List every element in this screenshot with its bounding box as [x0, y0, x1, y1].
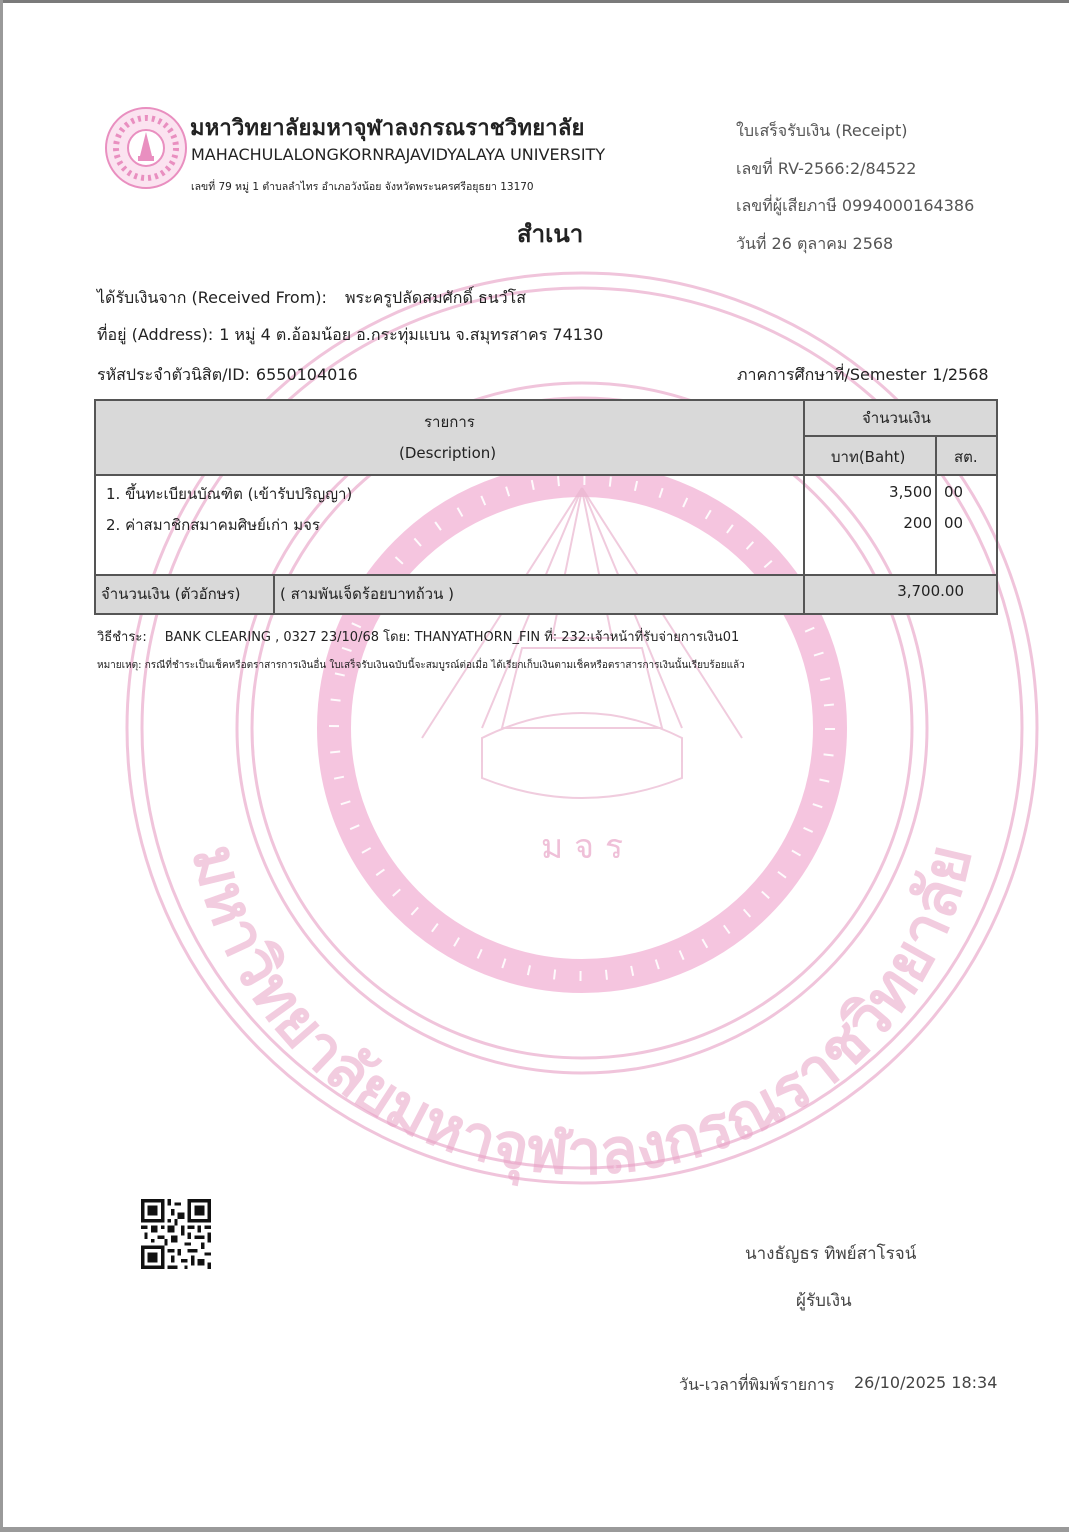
- payment-method-detail: BANK CLEARING , 0327 23/10/68 โดย: THANYATHORN_FIN ที่: 232:เจ้าหน้าที่รับจ่ายการเงิน01: [164, 630, 740, 645]
- amount-header: จำนวนเงิน: [862, 409, 931, 427]
- tax-id: เลขที่ผู้เสียภาษี 0994000164386: [736, 196, 975, 215]
- student-id-label: รหัสประจำตัวนิสิต/ID:: [97, 365, 250, 384]
- received-from-line: [97, 286, 526, 311]
- total-label: จำนวนเงิน (ตัวอักษร): [101, 585, 241, 603]
- payment-method-label: วิธีชำระ:: [97, 630, 147, 645]
- print-datetime-value: 26/10/2025 18:34: [854, 1373, 998, 1392]
- copy-label: สำเนา: [517, 220, 584, 248]
- semester-label: ภาคการศึกษาที่/Semester: [737, 365, 927, 384]
- university-logo: [104, 104, 188, 192]
- address-line: [97, 323, 603, 348]
- description-header-thai: รายการ: [424, 413, 475, 431]
- student-id-line: [97, 363, 358, 388]
- seal-arc-text: [178, 838, 986, 1190]
- cashier-role: ผู้รับเงิน: [796, 1291, 852, 1311]
- line-item-description: 2. ค่าสมาชิกสมาคมศิษย์เก่า มจร: [106, 516, 320, 534]
- page-left-border: [0, 0, 3, 1532]
- baht-header: บาท(Baht): [831, 448, 906, 466]
- page-bottom-border: [0, 1527, 1069, 1532]
- seal-arc-textpath: มหาวิทยาลัยมหาจุฬาลงกรณราชวิทยาลัย: [177, 837, 987, 1190]
- payer-name: พระครูปลัดสมศักดิ์ ธนวํโส: [344, 288, 526, 307]
- line-item-baht: 200: [903, 514, 932, 532]
- receipt-date: วันที่ 26 ตุลาคม 2568: [736, 234, 894, 253]
- student-id: 6550104016: [255, 365, 358, 384]
- satang-header: สต.: [954, 448, 978, 466]
- line-item-baht: 3,500: [889, 483, 932, 501]
- seal-initials: ม จ ร: [540, 827, 624, 867]
- received-from-label: ได้รับเงินจาก (Received From):: [97, 288, 327, 307]
- line-item-satang: 00: [944, 483, 964, 501]
- payment-method-line: [97, 626, 739, 647]
- payment-note: หมายเหตุ: กรณีที่ชำระเป็นเช็คหรือตราสารการเงินอื่น ใบเสร็จรับเงินฉบับนี้จะสมบูรณ์ต่อเมื่อ ได้เรียกเก็บเงินตามเช็คหรือตราสารการเงินนั้นเรียบร้อยแล้ว: [97, 660, 745, 671]
- print-datetime-label: วัน-เวลาที่พิมพ์รายการ: [679, 1375, 835, 1394]
- cashier-name: นางธัญธร ทิพย์สาโรจน์: [745, 1244, 917, 1264]
- address-label: ที่อยู่ (Address):: [97, 325, 214, 344]
- qr-code: [140, 1199, 212, 1269]
- university-name-thai: มหาวิทยาลัยมหาจุฬาลงกรณราชวิทยาลัย: [190, 116, 585, 141]
- line-item-satang: 00: [944, 514, 964, 532]
- receipt-number: เลขที่ RV-2566:2/84522: [736, 159, 917, 178]
- total-in-words: ( สามพันเจ็ดร้อยบาทถ้วน ): [280, 585, 454, 603]
- university-name-english: MAHACHULALONGKORNRAJAVIDYALAYA UNIVERSITY: [191, 145, 606, 164]
- total-amount: 3,700.00: [897, 582, 964, 600]
- receipt-table: [94, 399, 998, 615]
- payer-address: 1 หมู่ 4 ต.อ้อมน้อย อ.กระทุ่มแบน จ.สมุทรสาคร 74130: [219, 325, 604, 344]
- university-address: เลขที่ 79 หมู่ 1 ตำบลลำไทร อำเภอวังน้อย จังหวัดพระนครศรีอยุธยา 13170: [191, 181, 534, 193]
- description-header-english: (Description): [399, 444, 497, 462]
- line-item-description: 1. ขึ้นทะเบียนบัณฑิต (เข้ารับปริญญา): [106, 485, 353, 503]
- receipt-title: ใบเสร็จรับเงิน (Receipt): [736, 121, 908, 140]
- semester-line: [737, 363, 989, 388]
- page-top-border: [0, 0, 1069, 3]
- semester-value: 1/2568: [932, 365, 989, 384]
